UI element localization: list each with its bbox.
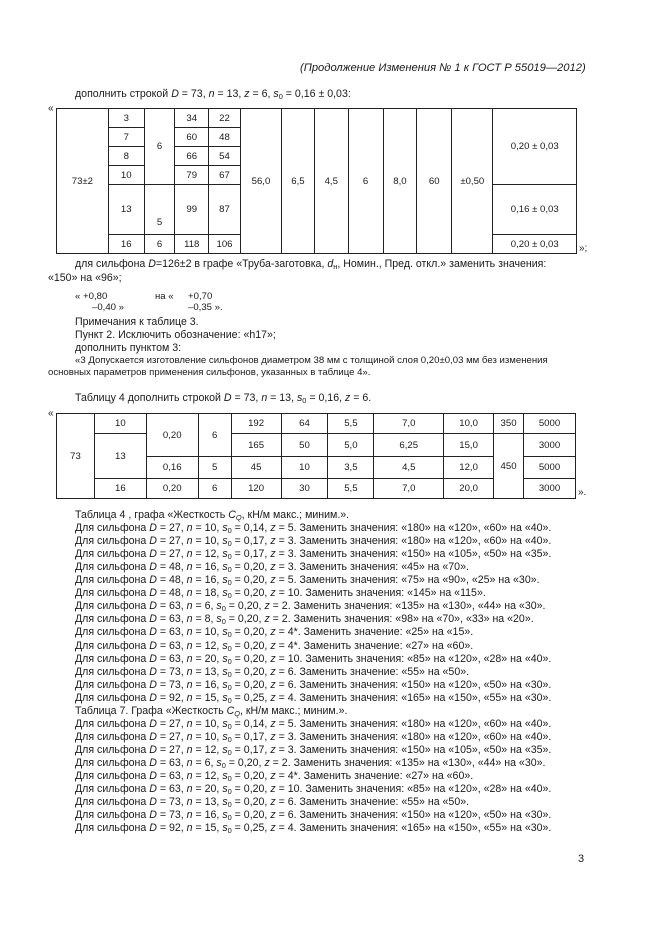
cell: 6,25 (374, 434, 444, 457)
formula: –0,40 » (92, 302, 125, 313)
cell: 50 (281, 434, 328, 457)
cell: 350 (494, 414, 524, 434)
formula: –0,35 ». (188, 302, 223, 313)
cell: 10 (281, 457, 328, 479)
cell: 0,20 (146, 414, 198, 457)
text-line: «3 Допускается изготовление сильфонов диаметром 38 мм с толщиной слоя 0,20±0,03 мм без изменения (75, 355, 548, 366)
cell: 54 (209, 147, 241, 166)
cell: 5,5 (328, 414, 374, 434)
open-quote: « (48, 103, 54, 114)
text: Таблицу 4 дополнить строкой (75, 392, 221, 404)
list-line: Для сильфона D = 27, n = 12, $s_0 = 0,17$, z = 3. Заменить значения: «150» на «105», «50» на «35». (75, 548, 552, 562)
text-line: дополнить пунктом 3: (75, 342, 182, 354)
cell: 3000 (524, 479, 576, 499)
text-line: Примечания к таблице 3. (75, 316, 199, 328)
text-line: основных параметров применения сильфонов, указанных в таблице 4». (48, 367, 371, 378)
cell: 15,0 (444, 434, 494, 457)
text-line: для сильфона D=126±2 в графе «Труба-заготовка, $d_н$, Номин., Пред. откл.» заменить значения: (75, 258, 547, 271)
cell: 73 (57, 414, 95, 499)
cell: 56,0 (240, 109, 281, 254)
list-line: Для сильфона D = 63, n = 20, $s_0 = 0,20$, z = 10. Заменить значения: «85» на «120», «28» на «40». (75, 783, 552, 797)
cell: 10,0 (444, 414, 494, 434)
text: =126±2 в графе «Труба-заготовка, (155, 258, 325, 270)
cell: 99 (175, 185, 209, 235)
cell: ±0,50 (452, 109, 493, 254)
cell: 34 (175, 109, 209, 128)
cell: 450 (494, 434, 524, 499)
cell: 7,0 (374, 479, 444, 499)
table-1 (56, 108, 577, 254)
cell: 60 (175, 128, 209, 147)
close-quote: ». (578, 487, 587, 498)
cell: 66 (175, 147, 209, 166)
cell: 8,0 (383, 109, 417, 254)
cell: 67 (209, 166, 241, 185)
cell: 13 (108, 185, 144, 235)
list-line: Для сильфона D = 92, n = 15, $s_0 = 0,25$, z = 4. Заменить значения: «165» на «150», «55» на «30». (75, 822, 552, 836)
cell: 64 (281, 414, 328, 434)
list-line: Для сильфона D = 92, n = 15, $s_0 = 0,25$, z = 4. Заменить значения: «165» на «150», «55» на «30». (75, 691, 552, 705)
text-line: Таблицу 4 дополнить строкой D = 73, n = 13, $s_0 = 0,16$, z = 6. (75, 392, 372, 405)
list-line: Для сильфона D = 73, n = 16, $s_0 = 0,20$, z = 6. Заменить значения: «150» на «120», «50» на «30». (75, 809, 552, 823)
cell: 12,0 (444, 457, 494, 479)
cell: 87 (209, 185, 241, 235)
cell: 5 (198, 457, 231, 479)
cell: 0,16 (146, 457, 198, 479)
page-header: (Продолжение Изменения № 1 к ГОСТ Р 55019—2012) (300, 62, 586, 74)
intro-prefix: дополнить строкой (75, 88, 169, 100)
text-line: Пункт 2. Исключить обозначение: «h17»; (75, 329, 276, 341)
list-line: Для сильфона D = 63, n = 10, $s_0 = 0,20$, z = 4*. Заменить значение: «25» на «15». (75, 626, 474, 640)
text: , Номин., Пред. откл.» заменить значения: (337, 258, 547, 270)
open-quote: « (48, 408, 54, 419)
cell: 6,5 (282, 109, 315, 254)
cell: 3000 (524, 434, 576, 457)
cell: 30 (281, 479, 328, 499)
cell: 5000 (524, 457, 576, 479)
list-line: Для сильфона D = 73, n = 16, $s_0 = 0,20$, z = 6. Заменить значения: «150» на «120», «50» на «30». (75, 678, 552, 692)
cell: 6 (348, 109, 383, 254)
cell: 0,20 ± 0,03 (493, 109, 577, 185)
list-line: Для сильфона D = 73, n = 13, $s_0 = 0,20$, z = 6. Заменить значение: «55» на «50». (75, 796, 470, 810)
list-line: Для сильфона D = 63, n = 8, $s_0 = 0,20$, z = 2. Заменить значения: «98» на «70», «33» на «20». (75, 613, 534, 627)
cell: 8 (108, 147, 144, 166)
intro-line: дополнить строкой D = 73, n = 13, z = 6, $s_0 = 0,16 \pm 0,03$: (75, 88, 351, 101)
cell: 45 (231, 457, 281, 479)
list-line: Таблица 7. Графа «Жесткость $C_Q$, кН/м макс.; миним.». (75, 704, 348, 718)
list-line: Для сильфона D = 48, n = 18, $s_0 = 0,20$, z = 10. Заменить значения: «145» на «115». (75, 587, 486, 601)
cell: 165 (231, 434, 281, 457)
cell: 4,5 (374, 457, 444, 479)
cell: 16 (108, 235, 144, 254)
cell: 4,5 (314, 109, 348, 254)
list-line: Для сильфона D = 63, n = 12, $s_0 = 0,20$, z = 4*. Заменить значение: «27» на «60». (75, 770, 474, 783)
cell: 7 (108, 128, 144, 147)
list-line: Для сильфона D = 27, n = 12, $s_0 = 0,17$, z = 3. Заменить значения: «150» на «105», «50» на «35». (75, 743, 552, 757)
cell: 22 (209, 109, 241, 128)
formula: +0,70 (188, 291, 213, 302)
cell: 0,20 ± 0,03 (493, 235, 577, 254)
cell: 3 (108, 109, 144, 128)
cell: 3,5 (328, 457, 374, 479)
list-line: Для сильфона D = 48, n = 16, $s_0 = 0,20$, z = 3. Заменить значения: «45» на «70». (75, 561, 469, 575)
list-line: Для сильфона D = 27, n = 10, $s_0 = 0,14$, z = 5. Заменить значения: «180» на «120», «60» на «40». (75, 522, 552, 536)
close-quote: »; (579, 243, 588, 254)
list-line: Для сильфона D = 27, n = 10, $s_0 = 0,17$, z = 3. Заменить значения: «180» на «120», «60» на «40». (75, 535, 552, 549)
cell: 16 (94, 479, 146, 499)
list-line: Таблица 4 , графа «Жесткость $C_Q$, кН/м макс.; миним.». (75, 509, 350, 522)
list-line: Для сильфона D = 48, n = 16, $s_0 = 0,20$, z = 5. Заменить значения: «75» на «90», «25» на «30». (75, 574, 540, 588)
formula: « +0,80 (75, 291, 108, 302)
list-line: Для сильфона D = 27, n = 10, $s_0 = 0,14$, z = 5. Заменить значения: «180» на «120», «60» на «40». (75, 717, 552, 731)
list-line: Для сильфона D = 63, n = 6, $s_0 = 0,20$, z = 2. Заменить значения: «135» на «130», «44» на «30». (75, 756, 546, 770)
cell: 106 (209, 235, 241, 254)
cell: 20,0 (444, 479, 494, 499)
table-2 (56, 413, 576, 499)
page-number: 3 (578, 853, 585, 865)
cell: 6 (198, 479, 231, 499)
list-line: Для сильфона D = 63, n = 20, $s_0 = 0,20$, z = 10. Заменить значения: «85» на «120», «28» на «40». (75, 652, 552, 666)
list-line: Для сильфона D = 63, n = 12, $s_0 = 0,20$, z = 4*. Заменить значение: «27» на «60». (75, 639, 474, 653)
cell: 10 (108, 166, 144, 185)
cell: 5,0 (328, 434, 374, 457)
cell: 118 (175, 235, 209, 254)
cell: 192 (231, 414, 281, 434)
cell: 0,20 (146, 479, 198, 499)
formula: на « (155, 291, 174, 302)
cell-diam: 73±2 (57, 109, 109, 254)
cell: 6 (144, 235, 175, 254)
cell: 48 (209, 128, 241, 147)
text: для сильфона (75, 258, 146, 270)
list-line: Для сильфона D = 73, n = 13, $s_0 = 0,20$, z = 6. Заменить значение: «55» на «50». (75, 665, 470, 679)
cell: 6 (198, 414, 231, 457)
cell: 10 (94, 414, 146, 434)
cell: 120 (231, 479, 281, 499)
list-line: Для сильфона D = 63, n = 6, $s_0 = 0,20$, z = 2. Заменить значения: «135» на «130», «44» на «30». (75, 600, 546, 614)
cell: 79 (175, 166, 209, 185)
cell: 7,0 (374, 414, 444, 434)
cell: 0,16 ± 0,03 (493, 185, 577, 235)
cell: 5 (144, 185, 175, 235)
cell: 13 (94, 434, 146, 479)
cell: 5,5 (328, 479, 374, 499)
text-line: «150» на «96»; (48, 272, 122, 284)
cell: 6 (144, 109, 175, 185)
list-line: Для сильфона D = 27, n = 10, $s_0 = 0,17$, z = 3. Заменить значения: «180» на «120», «60» на «40». (75, 730, 552, 744)
cell: 5000 (524, 414, 576, 434)
cell: 60 (417, 109, 452, 254)
